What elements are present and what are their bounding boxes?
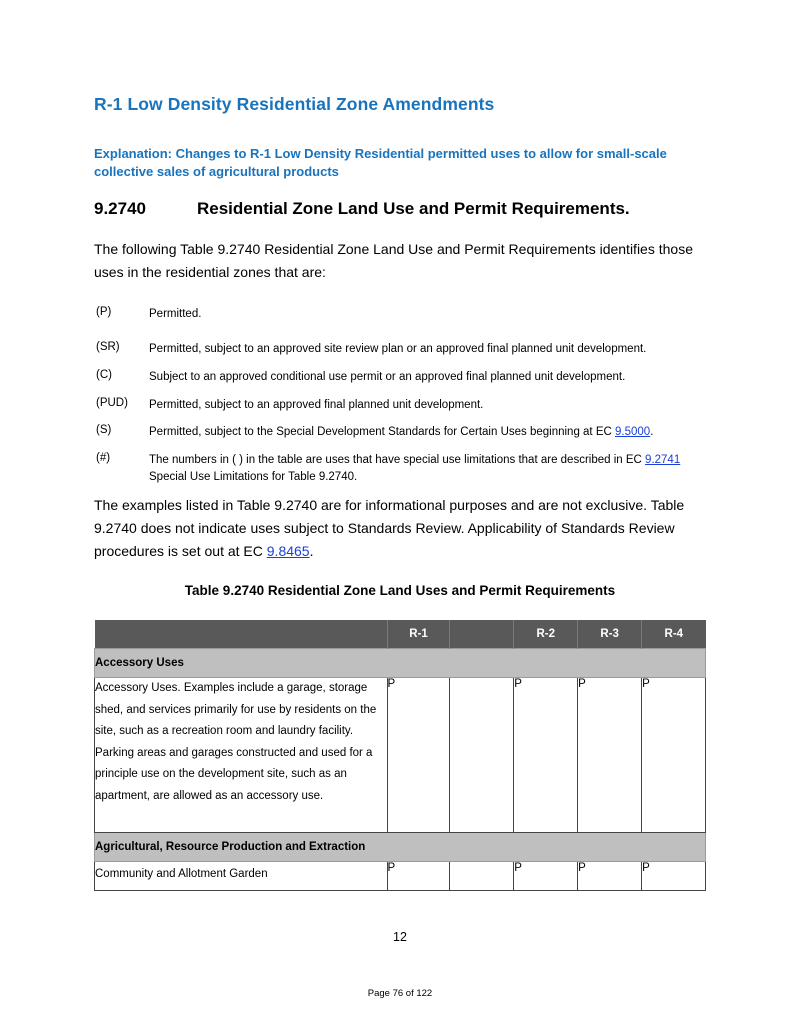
legend-code-s: (S) [96, 424, 112, 436]
ec-9-8465-link[interactable]: 9.8465 [266, 543, 310, 559]
use-description: Community and Allotment Garden [95, 862, 388, 891]
legend-text-s-end: . [650, 426, 654, 438]
cell-r1: P [387, 862, 450, 891]
category-row [95, 649, 706, 678]
legend-text-pud: Permitted, subject to an approved final planned unit development. [149, 399, 484, 411]
legend-text-sr: Permitted, subject to an approved site review plan or an approved final planned unit development. [149, 343, 647, 355]
legend-text-num-body: The numbers in ( ) in the table are uses that have special use limitations that are described in EC [149, 454, 646, 466]
table-row [95, 862, 706, 891]
category-label: Agricultural, Resource Production and Extraction [95, 833, 706, 862]
page-number: 12 [393, 930, 407, 944]
land-use-table [94, 620, 706, 891]
cell-r4: P [642, 678, 706, 833]
legend-text-p: Permitted. [149, 308, 202, 320]
use-description: Accessory Uses. Examples include a garage, storage shed, and services primarily for use by residents on the site, such as a recreation room and laundry facility. Parking areas and garages constructed and used for a principle use on the development site, such as an apartment, are allowed as an accessory use. [95, 678, 388, 833]
table-caption: Table 9.2740 Residential Zone Land Uses and Permit Requirements [184, 583, 616, 598]
legend-code-c: (C) [96, 369, 112, 381]
ec-9-5000-link[interactable]: 9.5000 [615, 426, 651, 438]
header-r4: R-4 [642, 620, 706, 649]
legend-text-s [149, 424, 709, 441]
cell-blank [450, 862, 514, 891]
header-r3: R-3 [578, 620, 642, 649]
legend-code-sr: (SR) [96, 341, 120, 353]
category-row [95, 833, 706, 862]
legend-code-pud: (PUD) [96, 397, 128, 409]
ec-9-2741-link[interactable]: 9.2741 [645, 454, 681, 466]
legend-text-num-end: Special Use Limitations for Table 9.2740. [149, 471, 358, 483]
examples-body: The examples listed in Table 9.2740 are for informational purposes and are not exclusive. Table 9.2740 does not indicate uses subject to Standards Review. Applicability of Standards Review procedures is set out at EC [94, 497, 685, 559]
cell-r2: P [514, 678, 578, 833]
explanation-text: Explanation: Changes to R-1 Low Density Residential permitted uses to allow for small-scale collective sales of agricultural products [94, 146, 667, 179]
cell-r3: P [578, 678, 642, 833]
legend-text-c: Subject to an approved conditional use permit or an approved final planned unit development. [149, 371, 626, 383]
legend-text-s-body: Permitted, subject to the Special Development Standards for Certain Uses beginning at EC [149, 426, 615, 438]
header-r2: R-2 [514, 620, 578, 649]
cell-r3: P [578, 862, 642, 891]
header-r1: R-1 [387, 620, 450, 649]
cell-r2: P [514, 862, 578, 891]
category-label: Accessory Uses [95, 649, 706, 678]
legend-code-p: (P) [96, 306, 112, 318]
examples-end: . [309, 543, 314, 559]
legend-code-num: (#) [96, 452, 111, 464]
header-blank [450, 620, 514, 649]
table-row [95, 678, 706, 833]
section-title: Residential Zone Land Use and Permit Requirements. [197, 199, 630, 218]
document-title: R-1 Low Density Residential Zone Amendments [94, 94, 495, 114]
legend-text-num [149, 452, 689, 486]
section-number: 9.2740 [94, 199, 146, 218]
table-header-row [95, 620, 706, 649]
intro-paragraph: The following Table 9.2740 Residential Zone Land Use and Permit Requirements identifies those uses in the residential zones that are: [94, 241, 693, 280]
cell-r1: P [387, 678, 450, 833]
header-use [95, 620, 388, 649]
cell-r4: P [642, 862, 706, 891]
examples-paragraph [94, 494, 714, 563]
page-of-footer: Page 76 of 122 [367, 988, 433, 999]
cell-blank [450, 678, 514, 833]
